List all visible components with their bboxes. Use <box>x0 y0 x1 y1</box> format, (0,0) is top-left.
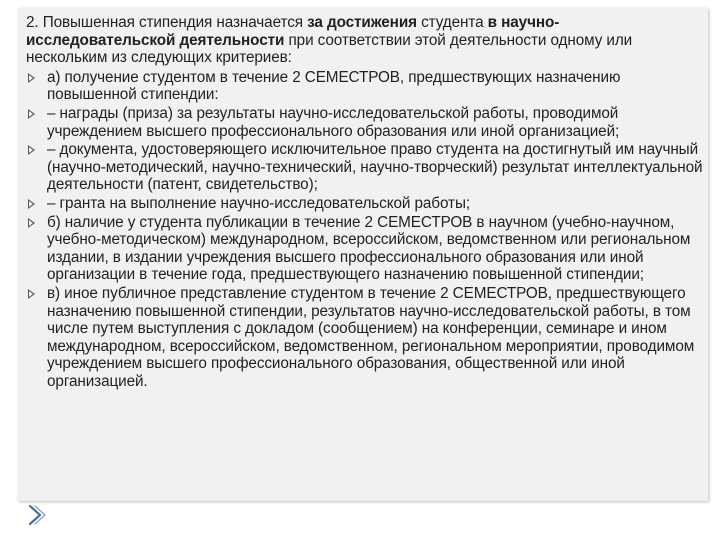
slide-content <box>26 14 706 391</box>
next-slide-button[interactable] <box>18 502 58 528</box>
intro-prefix: 2. Повышенная стипендия назначается <box>26 14 308 31</box>
triangle-bullet-icon <box>28 145 35 155</box>
list-item <box>26 69 706 104</box>
list-item-text: а) получение студентом в течение 2 СЕМЕСТРОВ, предшествующих назначению повышенной стипендии: <box>47 68 621 104</box>
list-item <box>26 195 706 213</box>
intro-bold-research: в научно-исследовательской деятельности <box>26 14 560 49</box>
list-item <box>26 141 706 194</box>
list-item-text: – гранта на выполнение научно-исследовательской работы; <box>47 194 470 212</box>
triangle-bullet-icon <box>28 109 35 119</box>
list-item-text: – документа, удостоверяющего исключительное право студента на достигнутый им научный (научно-методический, научно-технический, научно-творческий) результат интеллектуальной деятельности (патент, свидетельство); <box>47 141 703 194</box>
intro-paragraph <box>26 14 706 67</box>
intro-suffix: при соответствии этой деятельности одному или нескольким из следующих критериев: <box>26 31 633 67</box>
list-item <box>26 214 706 284</box>
list-item-text: б) наличие у студента публикации в течение 2 СЕМЕСТРОВ в научном (учебно-научном, учебно-методическом) международном, всероссийском, ведомственном или региональном издании, в издании учреждения высшего профессионального образования или иной организации в течение года, предшествующего назначению повышенной стипендии; <box>47 213 691 284</box>
list-item-text: – награды (приза) за результаты научно-исследовательской работы, проводимой учреждением высшего профессионального образования или иной организацией; <box>47 104 620 140</box>
list-item-text: в) иное публичное представление студентом в течение 2 СЕМЕСТРОВ, предшествующего назначению повышенной стипендии, результатов научно-исследовательской работы, в том числе путем выступления с докладом (сообщением) на конференции, семинаре и ином международном, всероссийском, ведомственном, региональном мероприятии, проводимом учреждением высшего профессионального образования, общественной или иной организацией. <box>47 284 695 390</box>
list-item <box>26 285 706 391</box>
list-item <box>26 105 706 140</box>
intro-mid: студента <box>416 14 488 31</box>
triangle-bullet-icon <box>28 199 35 209</box>
triangle-bullet-icon <box>28 218 35 228</box>
triangle-bullet-icon <box>28 73 35 83</box>
next-slide-icon <box>18 502 58 528</box>
triangle-bullet-icon <box>28 289 35 299</box>
intro-bold-achievements: за достижения <box>307 14 417 31</box>
